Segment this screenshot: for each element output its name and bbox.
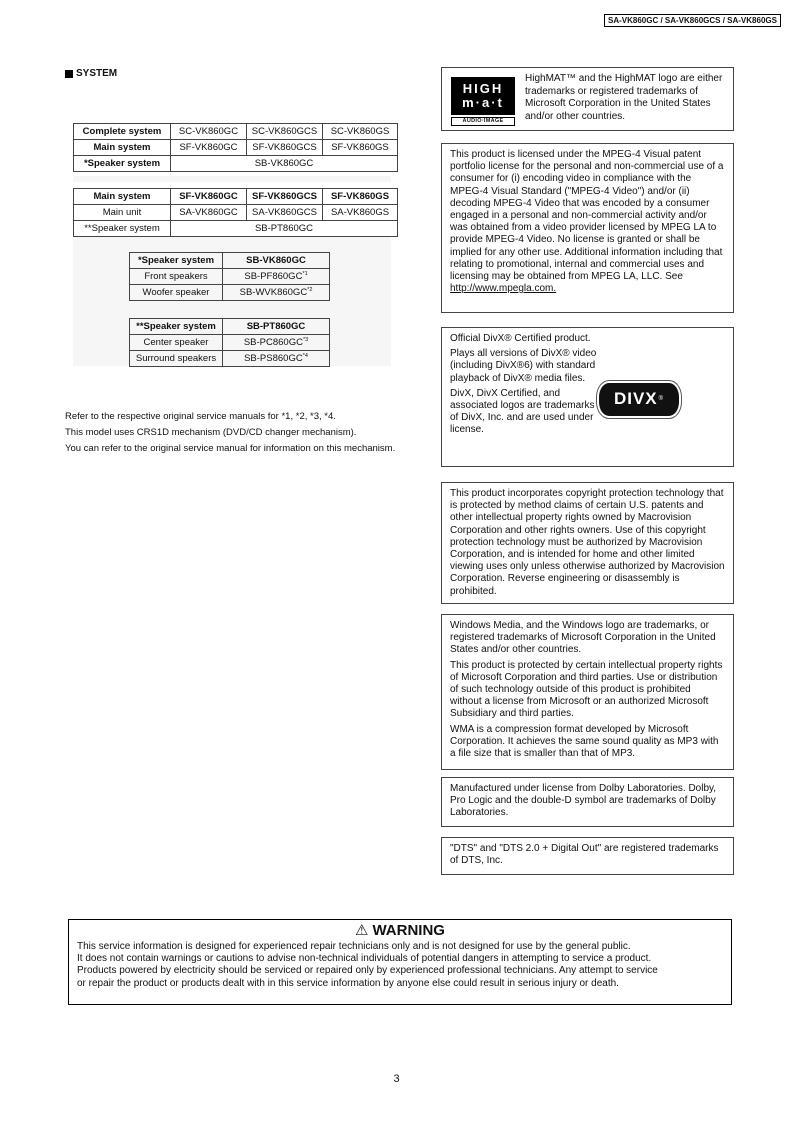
warning-line: Products powered by electricity should be serviced or repaired only by experienced professional technicians. Any attempt to service <box>77 965 658 977</box>
warning-line: or repair the product or products dealt with in this service information by anyone else could result in serious injury or death. <box>77 977 619 989</box>
row-label: Main system <box>74 140 171 156</box>
table-row <box>130 351 330 367</box>
cell: SC-VK860GS <box>323 124 398 140</box>
table-background-strip <box>73 176 391 182</box>
cell: SC-VK860GC <box>171 124 247 140</box>
merged-cell: SB-PT860GC <box>171 221 398 237</box>
footnote-mark: *4 <box>302 352 308 359</box>
merged-cell: SB-VK860GC <box>171 156 398 172</box>
mpeg4-notice <box>441 143 734 313</box>
table-row <box>130 319 330 335</box>
logo-text: HIGH <box>462 81 504 96</box>
table-row <box>130 285 330 301</box>
highmat-logo <box>451 77 515 126</box>
table-row <box>74 156 398 172</box>
divx-paragraph: Official DivX® Certified product. <box>450 333 591 344</box>
warning-icon: ⚠ <box>355 922 369 939</box>
table-row <box>74 124 398 140</box>
cell <box>223 285 330 301</box>
table-row <box>130 335 330 351</box>
cell: SF-VK860GCS <box>247 140 323 156</box>
cell: SA-VK860GS <box>323 205 398 221</box>
page-number: 3 <box>393 1073 400 1085</box>
cell: SF-VK860GCS <box>247 189 323 205</box>
complete-system-table <box>73 123 398 172</box>
warning-title-text: WARNING <box>372 922 445 939</box>
cell: SF-VK860GS <box>323 140 398 156</box>
cell: SF-VK860GC <box>171 140 247 156</box>
row-label: Surround speakers <box>130 351 223 367</box>
wm-paragraph: Windows Media, and the Windows logo are trademarks, or registered trademarks of Microsoft Corporation in the United States and/or other countries. <box>450 620 716 656</box>
warning-line: This service information is designed for experienced repair technicians only and is not designed for use by the general public. <box>77 941 631 952</box>
registered-mark: ® <box>658 396 665 403</box>
mpegla-link[interactable]: http://www.mpegla.com. <box>450 283 557 295</box>
logo-text: DIVX <box>613 389 658 409</box>
cell-value: SB-PF860GC <box>244 271 303 282</box>
note-paragraph: This model uses CRS1D mechanism (DVD/CD changer mechanism). <box>65 427 357 438</box>
model-header: SA-VK860GC / SA-VK860GCS / SA-VK860GS <box>604 14 781 27</box>
table-row <box>74 205 398 221</box>
table-row <box>74 140 398 156</box>
cell <box>223 269 330 285</box>
table-row <box>130 253 330 269</box>
cell: SA-VK860GCS <box>247 205 323 221</box>
cell: SA-VK860GC <box>171 205 247 221</box>
speaker-system-2-table <box>129 318 330 367</box>
highmat-notice <box>441 67 734 131</box>
mpeg4-text: This product is licensed under the MPEG-4 Visual patent portfolio license for the personal and non-commercial use of a consumer for (i) encoding video in compliance with the MPEG-4 Visual Standard ("MPEG-4 Video") and/or (ii) decoding MPEG-4 Video that was encoded by a consumer engaged in a personal and non-commercial activity and/or was obtained from a video provider licensed by MPEG LA to provide MPEG-4 Video. No license is granted or shall be implied for any other use. Additional information including that relating to promotional, internal and commercial uses and licensing may be obtained from MPEG LA, LLC. See <box>450 149 724 283</box>
cell-value: SB-PC860GC <box>243 337 303 348</box>
note-paragraph: You can refer to the original service manual for information on this mechanism. <box>65 443 396 454</box>
row-label: Main system <box>74 189 171 205</box>
wm-paragraph: WMA is a compression format developed by Microsoft Corporation. It achieves the same sound quality as MP3 with a file size that is smaller than that of MP3. <box>450 723 719 760</box>
divx-notice <box>441 327 734 467</box>
cell-value: SB-WVK860GC <box>239 287 308 298</box>
warning-line: It does not contain warnings or cautions to advise non-technical individuals of potential dangers in attempting to service a product. <box>77 953 652 965</box>
logo-text: m·a·t <box>462 95 504 110</box>
dolby-notice <box>441 777 734 827</box>
cell <box>223 351 330 367</box>
dolby-text: Manufactured under license from Dolby Laboratories. Dolby, Pro Logic and the double-D symbol are trademarks of Dolby Laboratories. <box>450 783 717 819</box>
table-row <box>74 189 398 205</box>
highmat-text: HighMAT™ and the HighMAT logo are either trademarks or registered trademarks of Microsoft Corporation in the United States and/or other countries. <box>525 73 723 122</box>
note-paragraph: Refer to the respective original service manuals for *1, *2, *3, *4. <box>65 411 336 422</box>
cell: SB-VK860GC <box>223 253 330 269</box>
section-title <box>65 68 117 79</box>
divx-paragraph: DivX, DivX Certified, and associated logos are trademarks of DivX, Inc. and are used under license. <box>450 387 595 436</box>
cell: SF-VK860GS <box>323 189 398 205</box>
row-label: Complete system <box>74 124 171 140</box>
wm-paragraph: This product is protected by certain intellectual property rights of Microsoft Corporation and third parties. Use or distribution of such technology outside of this product is prohibited without a license from Microsoft or an authorized Microsoft Subsidiary and third parties. <box>450 659 723 720</box>
row-label: Front speakers <box>130 269 223 285</box>
speaker-system-table <box>129 252 330 301</box>
divx-logo <box>599 383 679 416</box>
footnote-mark: *3 <box>302 336 309 343</box>
macrovision-text: This product incorporates copyright protection technology that is protected by method claims of certain U.S. patents and other intellectual property rights owned by Macrovision Corporation and other rights owners. Use of this copyright protection technology must be authorized by Macrovision Corporation, and is intended for home and other limited viewing uses only unless otherwise authorized by Macrovision Corporation. Reverse engineering or disassembly is prohibited. <box>450 488 725 597</box>
warning-title <box>77 921 723 940</box>
black-square-icon <box>65 70 73 78</box>
windows-media-notice <box>441 614 734 770</box>
row-label: *Speaker system <box>74 156 171 172</box>
cell <box>223 335 330 351</box>
warning-box <box>68 919 732 1005</box>
row-label: Main unit <box>74 205 171 221</box>
row-label: Woofer speaker <box>130 285 223 301</box>
cell-value: SB-PS860GC <box>244 353 303 364</box>
footnote-mark: *2 <box>307 286 313 293</box>
table-row <box>130 269 330 285</box>
cell: SF-VK860GC <box>171 189 247 205</box>
table-row <box>74 221 398 237</box>
section-title-text: SYSTEM <box>76 68 118 79</box>
dts-text: "DTS" and "DTS 2.0 + Digital Out" are registered trademarks of DTS, Inc. <box>450 843 719 867</box>
footnote-mark: *1 <box>302 270 308 277</box>
macrovision-notice <box>441 482 734 604</box>
row-label: Center speaker <box>130 335 223 351</box>
row-label: *Speaker system <box>130 253 223 269</box>
logo-subtext: AUDIO·IMAGE <box>451 117 515 126</box>
row-label: **Speaker system <box>74 221 171 237</box>
dts-notice <box>441 837 734 875</box>
cell: SB-PT860GC <box>223 319 330 335</box>
main-system-table <box>73 188 398 237</box>
divx-paragraph: Plays all versions of DivX® video (including DivX®6) with standard playback of DivX® media files. <box>450 348 597 384</box>
row-label: **Speaker system <box>130 319 223 335</box>
cell: SC-VK860GCS <box>247 124 323 140</box>
notes <box>65 410 405 458</box>
